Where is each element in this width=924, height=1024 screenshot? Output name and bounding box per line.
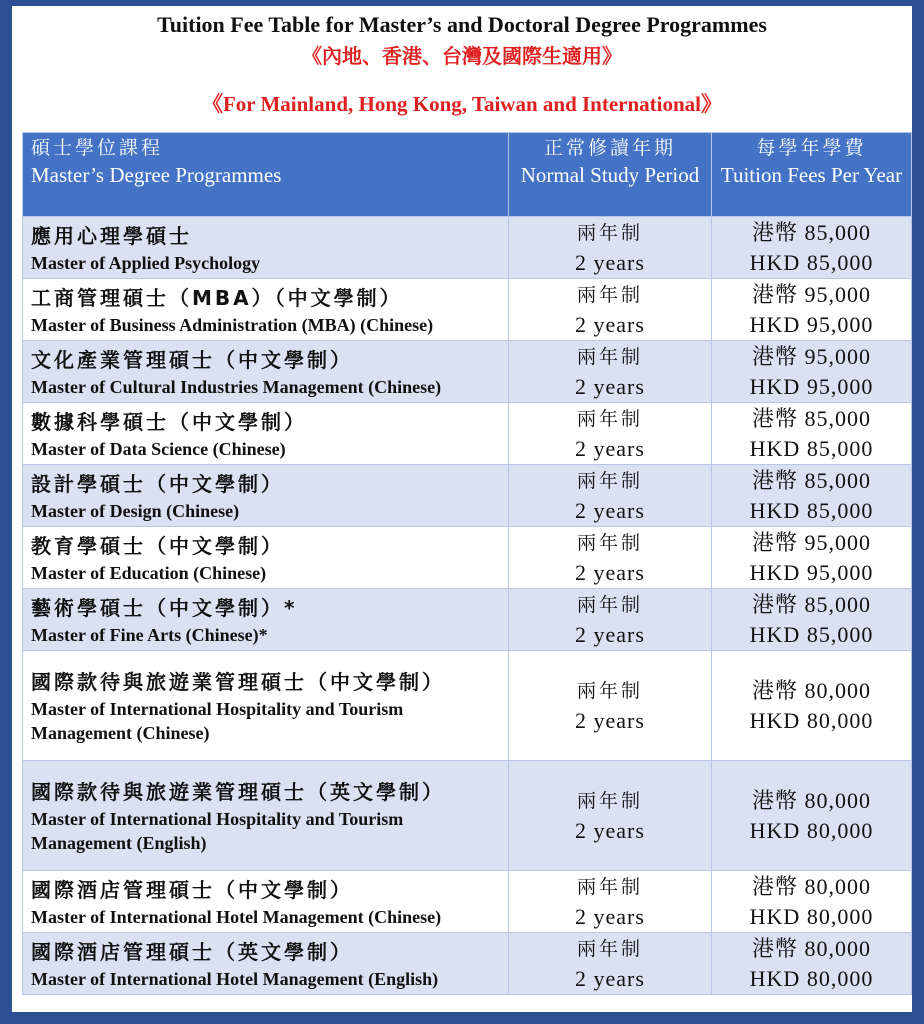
period-cell bbox=[509, 651, 712, 761]
fee-zh: 港幣 95,000 bbox=[751, 529, 871, 555]
fee-zh: 港幣 95,000 bbox=[751, 281, 871, 307]
table-row bbox=[23, 341, 912, 403]
period-en: 2 years bbox=[575, 559, 645, 585]
fee-en: HKD 95,000 bbox=[749, 559, 874, 585]
programme-name-en: Master of Applied Psychology bbox=[31, 252, 261, 273]
programme-name-zh: 國際款待與旅遊業管理碩士（中文學制） bbox=[31, 669, 445, 694]
period-zh: 兩年制 bbox=[576, 283, 643, 306]
fee-zh: 港幣 80,000 bbox=[751, 787, 871, 813]
fee-en: HKD 95,000 bbox=[749, 311, 874, 337]
programme-cell bbox=[23, 527, 509, 589]
fee-zh: 港幣 85,000 bbox=[751, 591, 871, 617]
programme-name-zh: 文化產業管理碩士（中文學制） bbox=[31, 347, 353, 372]
programme-cell bbox=[23, 589, 509, 651]
subtitle-chinese: 《內地、香港、台灣及國際生適用》 bbox=[302, 46, 622, 68]
period-zh: 兩年制 bbox=[576, 407, 643, 430]
period-zh: 兩年制 bbox=[576, 679, 643, 702]
period-en: 2 years bbox=[575, 497, 645, 523]
period-en: 2 years bbox=[575, 373, 645, 399]
header-period-zh: 正常修讀年期 bbox=[543, 137, 676, 159]
period-en: 2 years bbox=[575, 249, 645, 275]
table-row bbox=[23, 651, 912, 761]
header-fee-en: Tuition Fees Per Year bbox=[720, 163, 903, 187]
programme-cell bbox=[23, 871, 509, 933]
programme-name-en: Master of Education (Chinese) bbox=[31, 562, 267, 583]
fee-zh: 港幣 95,000 bbox=[751, 343, 871, 369]
table-row bbox=[23, 279, 912, 341]
fee-cell bbox=[712, 217, 912, 279]
programme-name-en: Master of International Hospitality and Tourism Management (English) bbox=[31, 808, 404, 853]
subtitle-english: 《For Mainland, Hong Kong, Taiwan and International》 bbox=[201, 92, 723, 116]
period-zh: 兩年制 bbox=[576, 221, 643, 244]
fee-zh: 港幣 85,000 bbox=[751, 219, 871, 245]
programme-cell bbox=[23, 217, 509, 279]
period-en: 2 years bbox=[575, 903, 645, 929]
document-page bbox=[12, 6, 912, 1012]
fee-cell bbox=[712, 403, 912, 465]
programme-name-en: Master of Design (Chinese) bbox=[31, 500, 240, 521]
table-row bbox=[23, 589, 912, 651]
header-period bbox=[509, 133, 712, 217]
programme-name-zh: 藝術學碩士（中文學制）* bbox=[31, 595, 298, 620]
fee-zh: 港幣 80,000 bbox=[751, 677, 871, 703]
period-en: 2 years bbox=[575, 311, 645, 337]
fee-zh: 港幣 85,000 bbox=[751, 467, 871, 493]
fee-zh: 港幣 80,000 bbox=[751, 935, 871, 961]
header-programme-en: Master’s Degree Programmes bbox=[31, 163, 282, 187]
programme-name-en: Master of Fine Arts (Chinese)* bbox=[31, 624, 268, 645]
header-period-en: Normal Study Period bbox=[520, 163, 700, 187]
fee-zh: 港幣 85,000 bbox=[751, 405, 871, 431]
programme-name-zh: 國際酒店管理碩士（中文學制） bbox=[31, 877, 353, 902]
table-row bbox=[23, 403, 912, 465]
period-en: 2 years bbox=[575, 707, 645, 733]
programme-name-en: Master of International Hospitality and Tourism Management (Chinese) bbox=[31, 698, 404, 743]
programme-cell bbox=[23, 465, 509, 527]
header-fee-zh: 每學年學費 bbox=[756, 137, 867, 159]
fee-cell bbox=[712, 761, 912, 871]
programme-name-zh: 教育學碩士（中文學制） bbox=[31, 533, 284, 558]
period-cell bbox=[509, 761, 712, 871]
period-en: 2 years bbox=[575, 965, 645, 991]
fee-en: HKD 80,000 bbox=[749, 965, 874, 991]
fee-cell bbox=[712, 651, 912, 761]
period-zh: 兩年制 bbox=[576, 937, 643, 960]
table-row bbox=[23, 465, 912, 527]
fee-cell bbox=[712, 871, 912, 933]
programme-cell bbox=[23, 403, 509, 465]
page-title: Tuition Fee Table for Master’s and Doctoral Degree Programmes bbox=[157, 12, 767, 37]
programme-name-zh: 應用心理學碩士 bbox=[31, 223, 192, 248]
period-en: 2 years bbox=[575, 621, 645, 647]
header-programme-zh: 碩士學位課程 bbox=[31, 137, 164, 159]
programme-cell bbox=[23, 761, 509, 871]
programme-name-zh: 國際酒店管理碩士（英文學制） bbox=[31, 939, 353, 964]
fee-cell bbox=[712, 589, 912, 651]
header-programme bbox=[23, 133, 509, 217]
programme-name-zh: 工商管理碩士（MBA）（中文學制） bbox=[31, 285, 403, 310]
fee-en: HKD 85,000 bbox=[749, 249, 874, 275]
programme-cell bbox=[23, 933, 509, 995]
table-row bbox=[23, 217, 912, 279]
period-zh: 兩年制 bbox=[576, 593, 643, 616]
programme-cell bbox=[23, 341, 509, 403]
table-row bbox=[23, 761, 912, 871]
period-cell bbox=[509, 403, 712, 465]
table-row bbox=[23, 527, 912, 589]
period-zh: 兩年制 bbox=[576, 469, 643, 492]
period-cell bbox=[509, 217, 712, 279]
table-header-row bbox=[23, 133, 912, 217]
fee-en: HKD 80,000 bbox=[749, 707, 874, 733]
period-zh: 兩年制 bbox=[576, 875, 643, 898]
period-cell bbox=[509, 589, 712, 651]
period-cell bbox=[509, 341, 712, 403]
period-zh: 兩年制 bbox=[576, 789, 643, 812]
programme-name-en: Master of Cultural Industries Management (Chinese) bbox=[31, 376, 442, 397]
period-cell bbox=[509, 871, 712, 933]
fee-en: HKD 85,000 bbox=[749, 497, 874, 523]
period-cell bbox=[509, 465, 712, 527]
fee-cell bbox=[712, 465, 912, 527]
tuition-fee-table bbox=[22, 132, 912, 995]
period-cell bbox=[509, 527, 712, 589]
programme-name-en: Master of Business Administration (MBA) (Chinese) bbox=[31, 314, 434, 335]
period-cell bbox=[509, 933, 712, 995]
programme-cell bbox=[23, 279, 509, 341]
programme-name-zh: 設計學碩士（中文學制） bbox=[31, 471, 284, 496]
fee-en: HKD 85,000 bbox=[749, 621, 874, 647]
table-row bbox=[23, 933, 912, 995]
period-zh: 兩年制 bbox=[576, 531, 643, 554]
fee-cell bbox=[712, 341, 912, 403]
fee-zh: 港幣 80,000 bbox=[751, 873, 871, 899]
fee-en: HKD 80,000 bbox=[749, 817, 874, 843]
fee-en: HKD 95,000 bbox=[749, 373, 874, 399]
programme-name-en: Master of International Hotel Management (English) bbox=[31, 968, 439, 989]
fee-cell bbox=[712, 279, 912, 341]
programme-name-en: Master of International Hotel Management (Chinese) bbox=[31, 906, 442, 927]
programme-name-zh: 數據科學碩士（中文學制） bbox=[31, 409, 307, 434]
period-zh: 兩年制 bbox=[576, 345, 643, 368]
fee-cell bbox=[712, 933, 912, 995]
fee-cell bbox=[712, 527, 912, 589]
fee-en: HKD 85,000 bbox=[749, 435, 874, 461]
period-en: 2 years bbox=[575, 435, 645, 461]
programme-name-zh: 國際款待與旅遊業管理碩士（英文學制） bbox=[31, 779, 445, 804]
period-en: 2 years bbox=[575, 817, 645, 843]
fee-en: HKD 80,000 bbox=[749, 903, 874, 929]
programme-cell bbox=[23, 651, 509, 761]
period-cell bbox=[509, 279, 712, 341]
table-row bbox=[23, 871, 912, 933]
header-fee bbox=[712, 133, 912, 217]
programme-name-en: Master of Data Science (Chinese) bbox=[31, 438, 286, 459]
